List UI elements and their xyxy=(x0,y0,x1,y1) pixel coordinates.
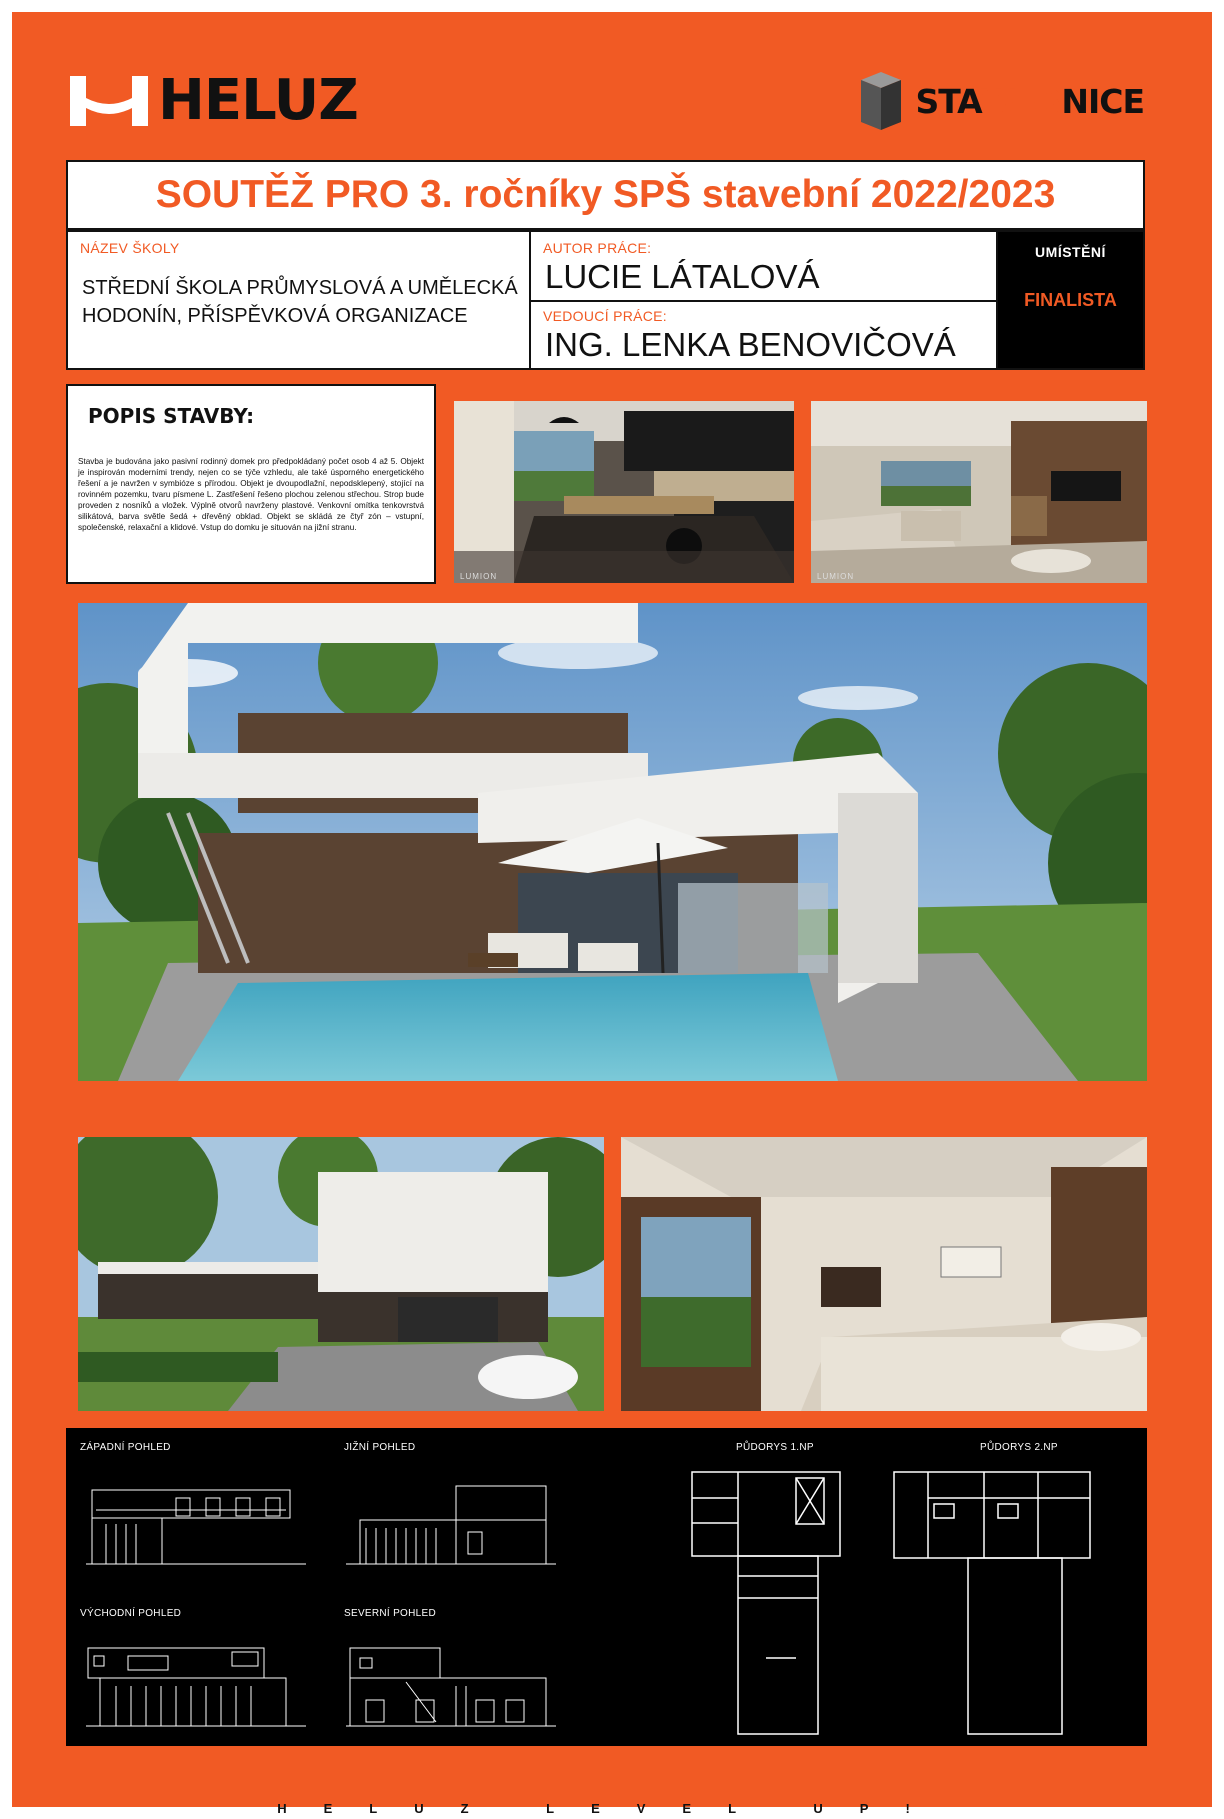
render-bedroom xyxy=(621,1137,1147,1411)
render-exterior-main xyxy=(78,603,1147,1081)
drawing-label-floor2: PŮDORYS 2.NP xyxy=(980,1442,1058,1453)
author-name: LUCIE LÁTALOVÁ xyxy=(545,258,820,295)
elevation-south xyxy=(346,1480,556,1570)
school-line-1: STŘEDNÍ ŠKOLA PRŮMYSLOVÁ A UMĚLECKÁ xyxy=(82,277,518,299)
supervisor-cell xyxy=(529,300,998,370)
supervisor-name: ING. LENKA BENOVIČOVÁ xyxy=(545,326,956,363)
drawing-label-south: JIŽNÍ POHLED xyxy=(344,1442,416,1453)
stawebnice-cube-icon xyxy=(857,70,905,132)
elevation-north xyxy=(346,1642,556,1732)
school-label: NÁZEV ŠKOLY xyxy=(80,240,180,256)
render-exterior-north xyxy=(78,1137,604,1411)
drawing-label-west: ZÁPADNÍ POHLED xyxy=(80,1442,171,1453)
drawing-label-east: VÝCHODNÍ POHLED xyxy=(80,1608,182,1619)
render-kitchen xyxy=(454,401,794,583)
render-living-room xyxy=(811,401,1147,583)
info-row xyxy=(66,230,1145,370)
author-label: AUTOR PRÁCE: xyxy=(543,240,652,256)
render-watermark: LUMION xyxy=(460,572,498,581)
drawing-label-north: SEVERNÍ POHLED xyxy=(344,1608,437,1619)
description-text: Stavba je budována jako pasivní rodinný domek pro předpokládaný počet osob 4 až 5. Objekt je inspirován moderními trendy, nejen co se týče vzhledu, ale také úsporného energetického řešení a je navržen v symbióze s přírodou. Objekt je dvoupodlažní, nepodsklepený, stojící na rovinném pozemku, tvaru písmene L. Zastřešení řešeno plochou zelenou střechou. Strop bude proveden z nosníků a vložek. Výplně otvorů navrženy plastové. Venkovní omítka tenkovrstvá silikátová, barva světle šedá + dřevěný obklad. Objekt se skládá ze čtyř zón – vstupní, společenské, relaxační a klidové. Vstup do domku je situován na jižní stranu. xyxy=(78,457,424,532)
title-box xyxy=(66,160,1145,230)
page-title: SOUTĚŽ PRO 3. ročníky SPŠ stavební 2022/2023 xyxy=(155,173,1056,216)
footer-slogan: HELUZ LEVEL UP! xyxy=(277,1801,947,1816)
elevation-west xyxy=(86,1480,306,1570)
supervisor-label: VEDOUCÍ PRÁCE: xyxy=(543,308,667,324)
heluz-wordmark: HELUZ xyxy=(158,68,358,133)
floor-plan-1 xyxy=(686,1468,846,1738)
render-watermark-2: LUMION xyxy=(817,572,855,581)
placement-value: FINALISTA xyxy=(1024,290,1117,310)
school-name xyxy=(82,274,518,330)
school-line-2: HODONÍN, PŘÍSPĚVKOVÁ ORGANIZACE xyxy=(82,305,468,327)
placement-label: UMÍSTĚNÍ xyxy=(1035,244,1106,260)
heluz-mark-icon xyxy=(70,76,148,126)
stawebnice-wordmark: STAWEBNICE xyxy=(915,81,1144,121)
stawebnice-logo xyxy=(857,70,1144,132)
placement-cell xyxy=(996,230,1145,370)
school-cell xyxy=(66,230,531,370)
description-box xyxy=(66,384,436,584)
floor-plan-2 xyxy=(888,1468,1108,1738)
heluz-logo xyxy=(70,68,358,133)
author-cell xyxy=(529,230,998,302)
description-heading: POPIS STAVBY: xyxy=(88,404,255,428)
elevation-east xyxy=(86,1642,306,1732)
drawing-label-floor1: PŮDORYS 1.NP xyxy=(736,1442,814,1453)
drawings-panel xyxy=(66,1428,1147,1746)
